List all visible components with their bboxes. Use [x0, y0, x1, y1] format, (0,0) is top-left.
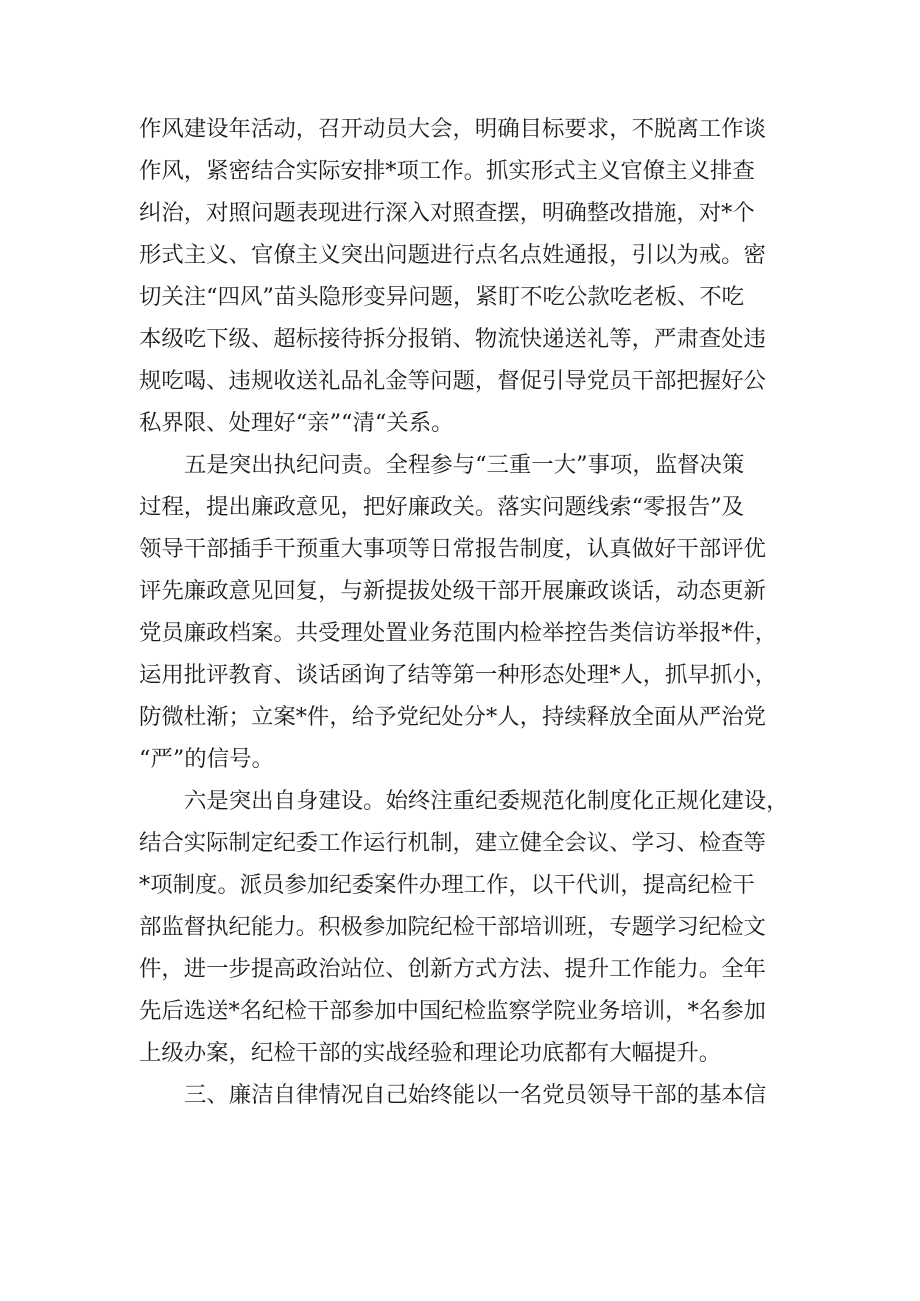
text-line: 作风建设年活动，召开动员大会，明确目标要求，不脱离工作谈: [139, 116, 766, 142]
paragraph-work-style: [139, 108, 789, 444]
paragraph-discipline-accountability: [139, 444, 789, 780]
text-line: 规吃喝、违规收送礼品礼金等问题，督促引导党员干部把握好公: [139, 368, 766, 394]
text-line: 件，进一步提高政治站位、创新方式方法、提升工作能力。全年: [139, 956, 766, 982]
text-line: 形式主义、官僚主义突出问题进行点名点姓通报，引以为戒。密: [139, 242, 766, 268]
text-line: 切关注“四风”苗头隐形变异问题，紧盯不吃公款吃老板、不吃: [139, 284, 745, 310]
text-line: 领导干部插手干预重大事项等日常报告制度，认真做好干部评优: [139, 536, 766, 562]
text-line: 私界限、处理好“亲”“清“关系。: [139, 410, 454, 436]
text-line: 防微杜渐；立案*件，给予党纪处分*人，持续释放全面从严治党: [139, 704, 766, 730]
text-line: *项制度。派员参加纪委案件办理工作，以干代训，提高纪检干: [139, 872, 755, 898]
text-line: 评先廉政意见回复，与新提拔处级干部开展廉政谈话，动态更新: [139, 578, 766, 604]
text-line: 作风，紧密结合实际安排*项工作。抓实形式主义官僚主义排查: [139, 158, 755, 184]
text-line: 纠治，对照问题表现进行深入对照查摆，明确整改措施，对*个: [139, 200, 755, 226]
text-line: 本级吃下级、超标接待拆分报销、物流快递送礼等，严肃查处违: [139, 326, 766, 352]
paragraph-integrity-heading: [139, 1074, 789, 1116]
text-line: 先后选送*名纪检干部参加中国纪检监察学院业务培训，*名参加: [139, 998, 766, 1024]
document-body: [139, 108, 789, 1116]
paragraph-self-building: [139, 780, 789, 1074]
text-line: 结合实际制定纪委工作运行机制，建立健全会议、学习、检查等: [139, 830, 766, 856]
text-line: 上级办案，纪检干部的实战经验和理论功底都有大幅提升。: [139, 1040, 722, 1066]
text-line: 五是突出执纪问责。全程参与“三重一大”事项，监督决策: [184, 452, 745, 478]
text-line: 三、廉洁自律情况自己始终能以一名党员领导干部的基本信: [184, 1082, 767, 1108]
text-line: 六是突出自身建设。始终注重纪委规范化制度化正规化建设，: [184, 788, 789, 814]
text-line: 党员廉政档案。共受理处置业务范围内检举控告类信访举报*件，: [139, 620, 778, 646]
text-line: “严”的信号。: [139, 746, 274, 772]
text-line: 过程，提出廉政意见，把好廉政关。落实问题线索“零报告”及: [139, 494, 745, 520]
text-line: 部监督执纪能力。积极参加院纪检干部培训班，专题学习纪检文: [139, 914, 766, 940]
text-line: 运用批评教育、谈话函询了结等第一种形态处理*人，抓早抓小，: [139, 662, 778, 688]
